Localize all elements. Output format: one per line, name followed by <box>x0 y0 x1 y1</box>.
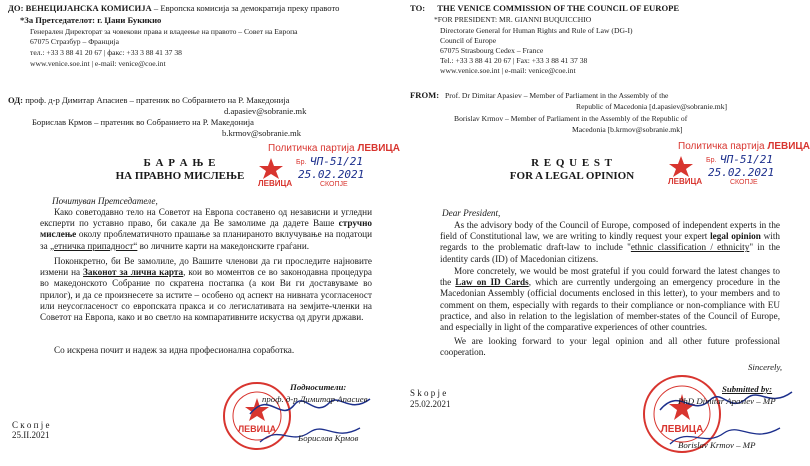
star-logo-icon <box>258 157 284 179</box>
macedonian-letter <box>0 0 400 466</box>
date: 25.02.2021 <box>410 399 451 409</box>
registration-date: 25.02.2021 <box>708 166 775 179</box>
recipient-address-line: Генерален Директорат за човекови права и владеење на правото – Совет на Европа <box>30 27 298 36</box>
document-title: R E Q U E S T FOR A LEGAL OPINION <box>509 157 635 182</box>
english-letter <box>402 0 810 466</box>
date: 25.II.2021 <box>12 430 50 440</box>
registration-stamp <box>258 143 400 193</box>
sender-line: ОД: проф. д-р Димитар Апасиев – пратеник во Собранието на Р. Македонија <box>8 95 290 105</box>
recipient-address-line: Tel.: +33 3 88 41 20 67 | Fax: +33 3 88 41 37 38 <box>440 56 588 65</box>
paragraph-3: Со искрена почит и надеж за идна професионална соработка. <box>54 345 295 355</box>
stamp-city: СКОПЈЕ <box>730 179 758 186</box>
sender-line: Борислав Крмов – пратеник во Собранието на Р. Македонија <box>32 117 254 127</box>
recipient-president: *За Претседателот: г. Џани Букикио <box>20 15 162 25</box>
number-label: Бр. <box>296 159 307 166</box>
signer-name: PhD Dimitar Apasiev – MP <box>678 396 776 406</box>
registration-number: ЧП-51/21 <box>720 153 773 166</box>
party-name: Политичка партија ЛЕВИЦА <box>268 143 400 154</box>
document-title: Б А Р А Њ Е НА ПРАВНО МИСЛЕЊЕ <box>115 157 245 182</box>
signer-name: Borislav Krmov – MP <box>678 440 756 450</box>
registration-date: 25.02.2021 <box>298 168 365 181</box>
submitted-by-label: Submitted by: <box>722 384 773 394</box>
logo-text: ЛЕВИЦА <box>668 177 703 186</box>
recipient-address-line: 67075 Strasbourg Cedex – France <box>440 46 544 55</box>
signer-name: проф. д-р Димитар Апасиев <box>262 394 368 404</box>
recipient-president: *FOR PRESIDENT: MR. GIANNI BUQUICCHIO <box>434 15 592 24</box>
signer-name: Борислав Крмов <box>298 433 359 443</box>
recipient-address-line: www.venice.soe.int | e-mail: venice@coe.int <box>440 66 576 75</box>
recipient-address-line: Directorate General for Human Rights and Rule of Law (DG-I) <box>440 26 633 35</box>
recipient-line: ДО: ВЕНЕЦИЈАНСКА КОМИСИЈА – Европска комисија за демократија преку правото <box>8 3 340 13</box>
recipient-address-line: Council of Europe <box>440 36 497 45</box>
party-name: Политичка партија ЛЕВИЦА <box>678 141 810 152</box>
paragraph-3: We are looking forward to your legal opinion and all other future professional cooperation. <box>440 336 780 358</box>
recipient-address-line: тел.: +33 3 88 41 20 67 | факс: +33 3 88 41 37 38 <box>30 48 182 57</box>
paragraph-2: Поконкретно, би Ве замолиле, до Вашите членови да ги проследите најновите измени на Законот за лична карта, кои во моментов се во законодавна процедура во македонското Собрание по скратена постапка (а кои Ви ги доставуваме во прилог), и да се произнесете за истите – особено од аспект на нивната усогласеност или неусогласеност со европската пракса и со легислативата на земјите-членки на Советот на Европа, како и во светло на компаративните искуства од други држави. <box>40 256 372 323</box>
recipient-line: TO: THE VENICE COMMISSION OF THE COUNCIL OF EUROPE <box>410 3 680 13</box>
sender-line: FROM: Prof. Dr Dimitar Apasiev – Member of Parliament in the Assembly of the <box>410 90 669 100</box>
svg-text:ЛЕВИЦА: ЛЕВИЦА <box>660 424 704 435</box>
number-label: Бр. <box>706 157 717 164</box>
place: С к о п ј е <box>12 420 50 430</box>
sender-email: d.apasiev@sobranie.mk <box>224 106 307 116</box>
registration-number: ЧП-51/21 <box>310 155 363 168</box>
greeting: Почитуван Претседателе, <box>52 196 158 206</box>
sender-line: Borislav Krmov – Member of Parliament in the Assembly of the Republic of <box>454 114 688 123</box>
place: S k o p j e <box>410 388 447 398</box>
paragraph-1: Како советодавно тело на Советот на Европа составено од независни и угледни експерти по уставно право, би сакале да Ве замолиме да дадете Ваше стручно мислење околу проблематичното прашање за планираното вклучување на податоци за „етничка припадност“ во личните карти на македонските граѓани. <box>40 207 372 251</box>
submitted-by-label: Подносители: <box>290 382 347 392</box>
sender-email: b.krmov@sobranie.mk <box>222 128 302 138</box>
stamp-city: СКОПЈЕ <box>320 181 348 188</box>
closing: Sincerely, <box>748 362 783 372</box>
logo-text: ЛЕВИЦА <box>258 179 293 188</box>
star-logo-icon <box>668 155 694 177</box>
paragraph-2: More concretely, we would be most grateful if you could forward the latest changes to the Law on ID Cards, which are currently undergoing an emergency procedure in the Macedonian Assembly (official documents enclosed in this letter), to your members and to comment on them, especially with regards to their compliance or non-compliance with EU practice, and also in relation to the legislation of member-states of the Council of Europe, and especially in light of the comparative experiences of other countries. <box>440 266 780 333</box>
svg-text:ЛЕВИЦА: ЛЕВИЦА <box>237 424 277 434</box>
sender-line: Macedonia [b.krmov@sobranie.mk] <box>572 125 683 134</box>
recipient-address-line: www.venice.soe.int | e-mail: venice@coe.int <box>30 59 166 68</box>
recipient-address-line: 67075 Стразбур – Франција <box>30 37 120 46</box>
sender-line: Republic of Macedonia [d.apasiev@sobranie.mk] <box>576 102 728 111</box>
registration-stamp <box>668 141 810 193</box>
paragraph-1: As the advisory body of the Council of Europe, composed of independent experts in the field of Constitutional law, we are writing to kindly request your expert legal opinion with regards to the problematic draft-law to include "ethnic classification / ethnicity" in the identity cards (ID) of Macedonian citizens. <box>440 220 781 264</box>
greeting: Dear President, <box>442 208 501 218</box>
